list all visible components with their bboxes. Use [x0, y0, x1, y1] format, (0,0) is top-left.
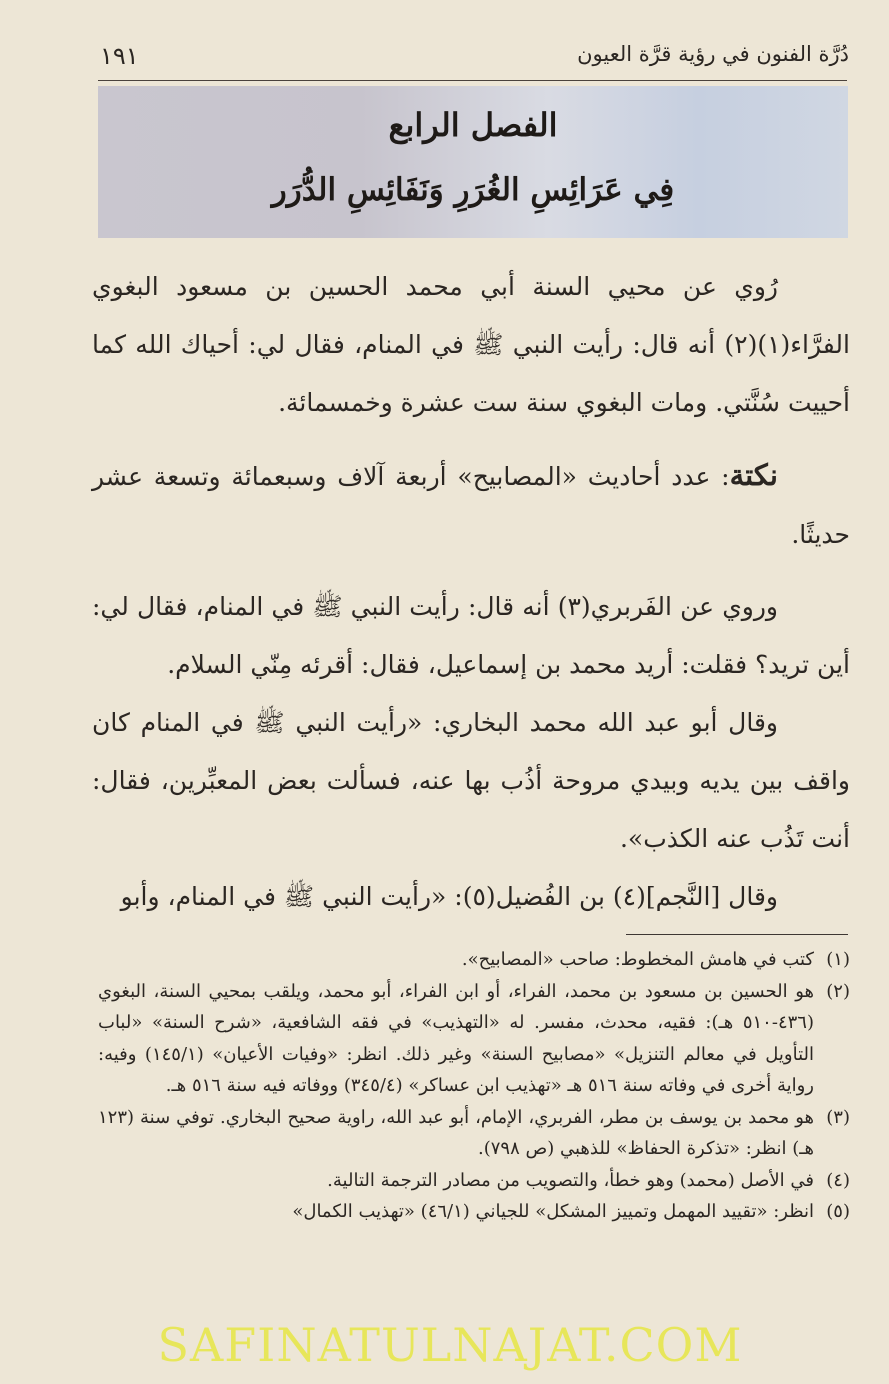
footnote-text: كتب في هامش المخطوط: صاحب «المصابيح». — [461, 949, 814, 970]
paragraph-baghawi: رُوي عن محيي السنة أبي محمد الحسين بن مسعود البغوي الفرَّاء(١)(٢) أنه قال: رأيت النبي ﷺ في المنام، فقال لي: أحياك الله كما أحييت سُنَّتي. ومات البغوي سنة ست عشرة وخمسمائة. — [92, 272, 850, 417]
paragraph-najm: وقال [النَّجم](٤) بن الفُضيل(٥): «رأيت النبي ﷺ في المنام، وأبو — [120, 882, 778, 911]
footnote-item — [98, 944, 850, 976]
page-number: ١٩١ — [100, 42, 139, 70]
footnote-number: (٤) — [826, 1169, 850, 1191]
footnote-number: (٣) — [826, 1106, 850, 1128]
footnote-divider — [626, 934, 848, 935]
running-header — [100, 38, 849, 78]
footnote-text: انظر: «تقييد المهمل وتمييز المشكل» للجياني (٤٦/١) «تهذيب الكمال» — [292, 1201, 814, 1222]
chapter-subtitle: فِي عَرَائِسِ الغُرَرِ وَنَفَائِسِ الدُّرَر — [271, 172, 675, 208]
running-title: دُرَّة الفنون في رؤية قرَّة العيون — [577, 42, 849, 66]
header-divider — [98, 80, 847, 81]
footnote-number: (٢) — [826, 980, 850, 1002]
paragraph-firabri: وروي عن الفَربري(٣) أنه قال: رأيت النبي ﷺ في المنام، فقال لي: أين تريد؟ فقلت: أريد محمد بن إسماعيل، فقال: أقرئه مِنّي السلام. — [92, 592, 850, 679]
watermark: SAFINATULNAJAT.COM — [157, 1318, 743, 1372]
paragraph-bukhari: وقال أبو عبد الله محمد البخاري: «رأيت النبي ﷺ في المنام كان واقف بين يديه وبيدي مروحة أذُب بها عنه، فسألت بعض المعبِّرين، فقال: أنت تَذُب عنه الكذب». — [92, 708, 850, 853]
footnote-text: هو الحسين بن مسعود بن محمد، الفراء، أو ابن الفراء، أبو محمد، ويلقب بمحيي السنة، البغوي (٤٣٦-٥١٠ هـ): فقيه، محدث، مفسر. له «التهذيب» في فقه الشافعية، «شرح السنة» «لباب التأويل في معالم التنزيل» «مصابيح السنة» وغير ذلك. انظر: «وفيات الأعيان» (١٤٥/١) وفيه: رواية أخرى في وفاته سنة ٥١٦ هـ «تهذيب ابن عساكر» (٣٤٥/٤) ووفاته فيه سنة ٥١٦ هـ. — [98, 980, 814, 1096]
footnote-item — [98, 1196, 850, 1228]
chapter-heading-box — [98, 86, 848, 238]
footnote-text: في الأصل (محمد) وهو خطأ، والتصويب من مصادر الترجمة التالية. — [327, 1169, 814, 1191]
nukta-text: : عدد أحاديث «المصابيح» أربعة آلاف وسبعمائة وتسعة عشر حديثًا. — [92, 462, 850, 549]
footnote-number: (١) — [826, 949, 850, 970]
paragraph-nukta — [92, 446, 850, 564]
footnote-item — [98, 976, 850, 1102]
main-text — [92, 258, 850, 926]
chapter-title: الفصل الرابع — [388, 106, 558, 144]
footnote-item — [98, 1102, 850, 1165]
footnote-text: هو محمد بن يوسف بن مطر، الفربري، الإمام، أبو عبد الله، راوية صحيح البخاري. توفي سنة (١٢٣ هـ) انظر: «تذكرة الحفاظ» للذهبي (ص ٧٩٨). — [98, 1106, 814, 1159]
footnotes — [98, 944, 850, 1228]
footnote-item — [98, 1165, 850, 1197]
footnote-number: (٥) — [826, 1201, 850, 1222]
nukta-label: نكتة — [729, 458, 778, 492]
